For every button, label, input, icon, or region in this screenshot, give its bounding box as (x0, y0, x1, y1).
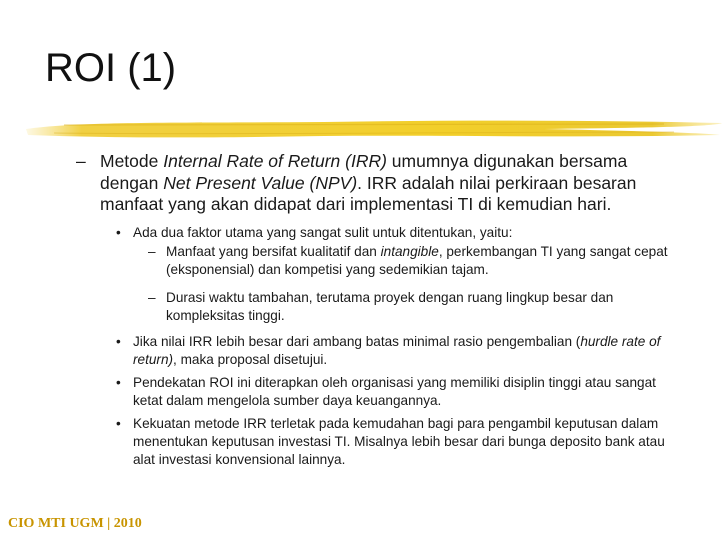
text: , maka proposal disetujui. (173, 352, 328, 367)
slide-title: ROI (1) (45, 46, 177, 90)
text: Ada dua faktor utama yang sangat sulit untuk ditentukan, yaitu: (133, 225, 513, 240)
dash-marker: – (148, 244, 156, 259)
bullet-item (116, 415, 688, 469)
text: Metode (100, 151, 164, 171)
bullet-item (116, 374, 688, 410)
bullet-marker: • (116, 225, 121, 240)
emphasis: hurdle rate of return) (133, 334, 661, 367)
emphasis: Net Present Value (NPV) (163, 172, 358, 193)
footer-label: CIO MTI UGM | 2010 (8, 516, 142, 531)
text: umumnya digunakan bersama dengan (100, 151, 628, 193)
bullet-marker: • (116, 375, 121, 390)
text: Durasi waktu tambahan, terutama proyek dengan ruang lingkup besar dan kompleksitas tinggi. (166, 290, 614, 323)
dash-marker: – (148, 290, 156, 305)
subbullet-item (148, 289, 691, 325)
text: Manfaat yang bersifat kualitatif dan (166, 244, 381, 259)
text: Jika nilai IRR lebih besar dari ambang batas minimal rasio pengembalian ( (133, 334, 581, 349)
text: , perkembangan TI yang sangat cepat (eksponensial) dan kompetisi yang sedemikian tajam. (166, 244, 668, 277)
subbullet-item (148, 243, 691, 279)
text: Pendekatan ROI ini diterapkan oleh organisasi yang memiliki disiplin tinggi atau sangat ketat dalam mengelola sumber daya keuangannya. (133, 375, 656, 408)
text: Kekuatan metode IRR terletak pada kemudahan bagi para pengambil keputusan dalam menentukan keputusan investasi TI. Misalnya lebih besar dari bunga deposito bank atau alat investasi konvensional lainnya. (133, 416, 665, 467)
text: . IRR adalah nilai perkiraan besaran manfaat yang akan didapat dari implementasi TI di kemudian hari. (100, 172, 637, 214)
dash-marker: – (76, 151, 86, 171)
bullet-item (116, 333, 688, 369)
bullet-marker: • (116, 416, 121, 431)
emphasis: intangible (380, 244, 439, 259)
highlighter-brush-stroke (24, 111, 724, 145)
bullet-marker: • (116, 334, 121, 349)
level1-item (76, 151, 680, 216)
bullet-item (116, 224, 688, 242)
emphasis: Internal Rate of Return (IRR) (163, 151, 387, 171)
